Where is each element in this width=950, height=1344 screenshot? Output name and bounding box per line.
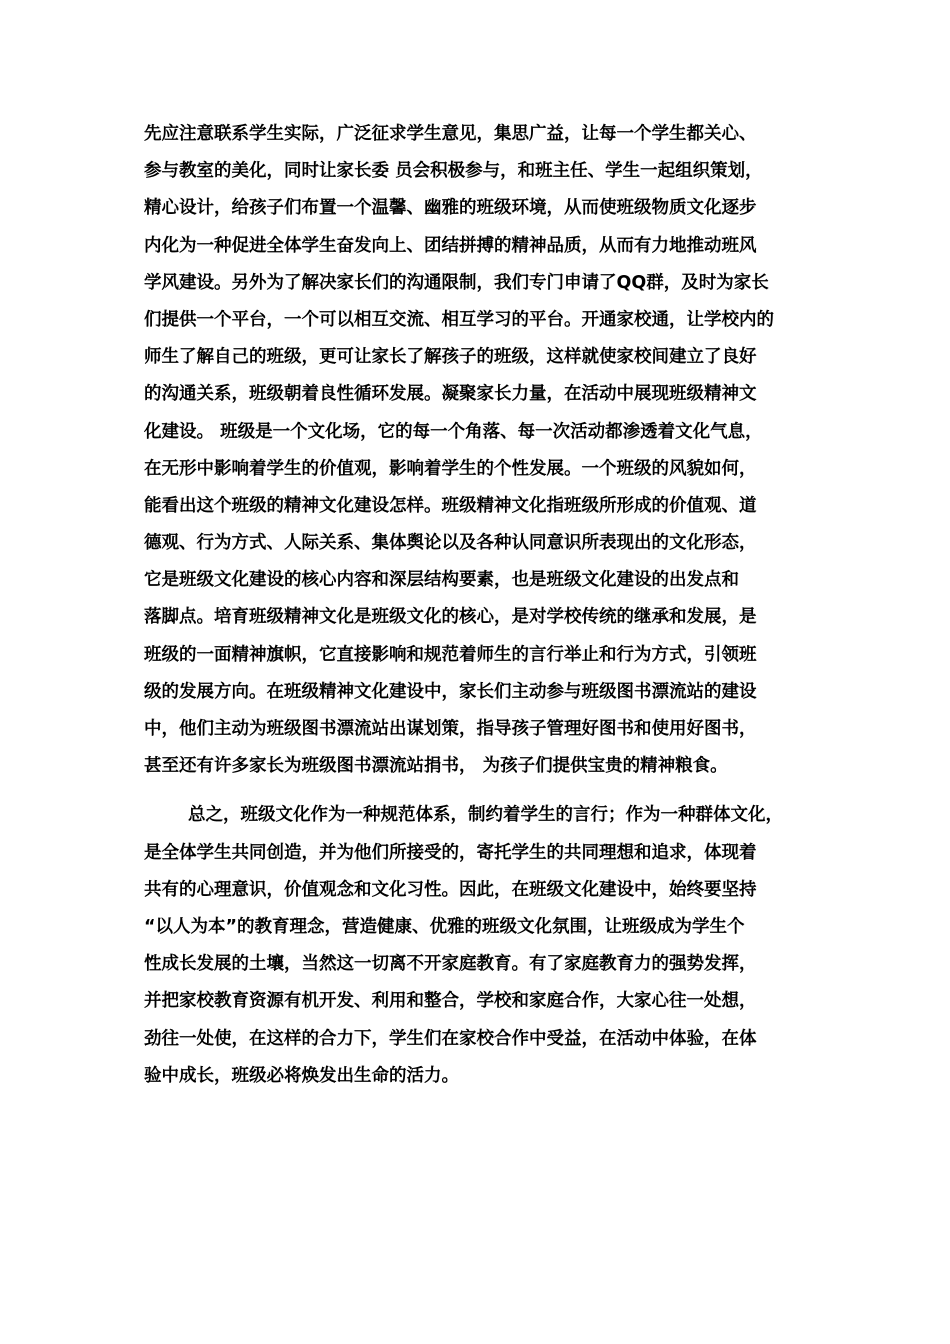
text-line: 共有的心理意识，价值观念和文化习性。因此，在班级文化建设中，始终要坚持 <box>144 879 757 900</box>
text-line: 能看出这个班级的精神文化建设怎样。班级精神文化指班级所形成的价值观、道 <box>144 495 757 516</box>
text-line: 落脚点。培育班级精神文化是班级文化的核心，是对学校传统的继承和发展，是 <box>144 607 757 628</box>
text-line: 并把家校教育资源有机开发、利用和整合，学校和家庭合作，大家心往一处想， <box>144 991 757 1012</box>
text-line: “以人为本”的教育理念，营造健康、优雅的班级文化氛围，让班级成为学生个 <box>144 916 745 937</box>
paragraph-spacer <box>144 785 812 797</box>
text-line: 精心设计，给孩子们布置一个温馨、幽雅的班级环境，从而使班级物质文化逐步 <box>144 198 757 219</box>
text-line: 们提供一个平台，一个可以相互交流、相互学习的平台。开通家校通，让学校内的 <box>144 309 774 330</box>
text-line: 甚至还有许多家长为班级图书漂流站捐书， 为孩子们提供宝贵的精神粮食。 <box>144 756 728 777</box>
document-body <box>144 116 812 1095</box>
text-line: 在无形中影响着学生的价值观，影响着学生的个性发展。一个班级的风貌如何， <box>144 458 757 479</box>
paragraph-1 <box>144 116 812 785</box>
text-line: 它是班级文化建设的核心内容和深层结构要素，也是班级文化建设的出发点和 <box>144 570 739 591</box>
text-line: 先应注意联系学生实际，广泛征求学生意见，集思广益，让每一个学生都关心、 <box>144 124 757 144</box>
text-line: 学风建设。另外为了解决家长们的沟通限制，我们专门申请了QQ群，及时为家长 <box>144 272 769 293</box>
text-line: 中，他们主动为班级图书漂流站出谋划策，指导孩子管理好图书和使用好图书， <box>144 719 757 739</box>
text-line: 化建设。 班级是一个文化场，它的每一个角落、每一次活动都渗透着文化气息， <box>144 421 763 442</box>
text-line: 劲往一处使，在这样的合力下，学生们在家校合作中受益，在活动中体验，在体 <box>144 1028 757 1049</box>
text-line: 内化为一种促进全体学生奋发向上、团结拼搏的精神品质，从而有力地推动班风 <box>144 235 757 256</box>
text-line: 验中成长，班级必将焕发出生命的活力。 <box>144 1065 459 1086</box>
text-line: 德观、行为方式、人际关系、集体舆论以及各种认同意识所表现出的文化形态， <box>144 533 757 554</box>
text-line: 的沟通关系，班级朝着良性循环发展。凝聚家长力量，在活动中展现班级精神文 <box>144 384 757 405</box>
text-line: 性成长发展的土壤，当然这一切离不开家庭教育。有了家庭教育力的强势发挥， <box>144 954 757 975</box>
text-line: 总之，班级文化作为一种规范体系，制约着学生的言行；作为一种群体文化， <box>188 805 783 826</box>
paragraph-2 <box>144 797 812 1095</box>
text-line: 班级的一面精神旗帜，它直接影响和规范着师生的言行举止和行为方式，引领班 <box>144 644 757 665</box>
text-line: 参与教室的美化，同时让家长委 员会积极参与，和班主任、学生一起组织策划， <box>144 161 763 182</box>
text-line: 师生了解自己的班级，更可让家长了解孩子的班级，这样就使家校间建立了良好 <box>144 347 757 368</box>
text-line: 是全体学生共同创造，并为他们所接受的，寄托学生的共同理想和追求，体现着 <box>144 842 757 863</box>
text-line: 级的发展方向。在班级精神文化建设中，家长们主动参与班级图书漂流站的建设 <box>144 681 757 702</box>
